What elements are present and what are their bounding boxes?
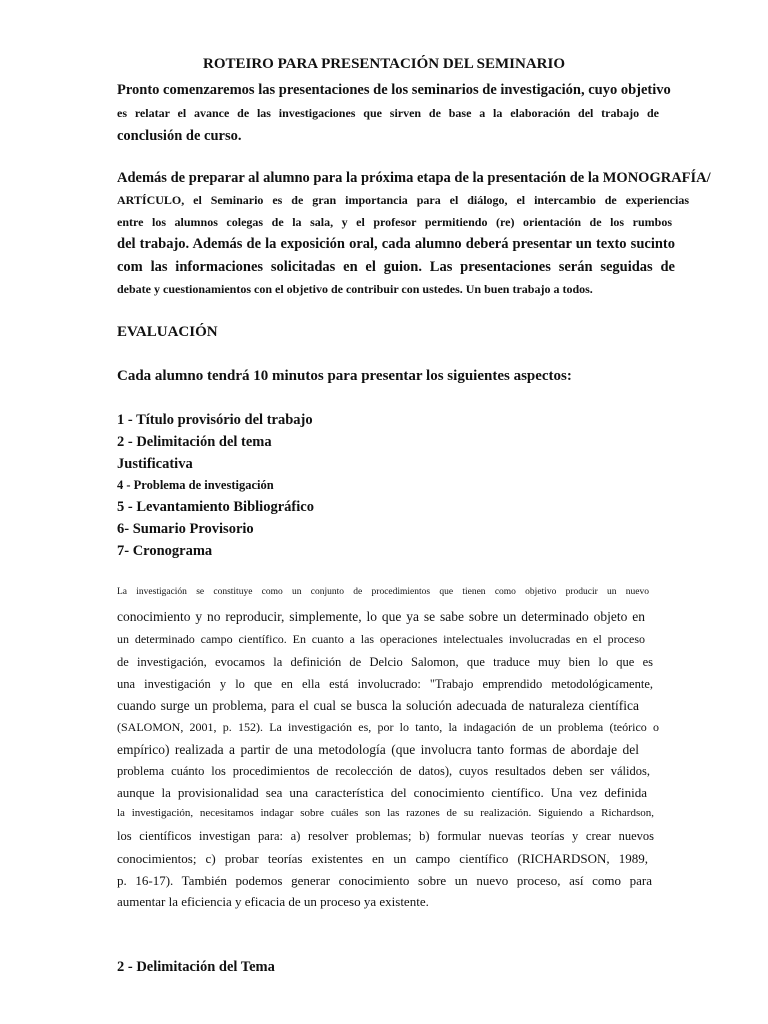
aspect-item-3: Justificativa: [117, 456, 193, 472]
section2-heading: 2 - Delimitación del Tema: [117, 959, 275, 975]
body-line-6: cuando surge un problema, para el cual se busca la solución adecuada de naturaleza científica: [117, 698, 639, 713]
paragraph2-line-2: ARTÍCULO, el Seminario es de gran importancia para el diálogo, el intercambio de experiencias: [117, 193, 689, 207]
evaluation-heading: EVALUACIÓN: [117, 324, 218, 340]
body-line-13: conocimientos; c) probar teorías existentes en un campo científico (RICHARDSON, 1989,: [117, 851, 648, 866]
body-line-9: problema cuánto los procedimientos de recolección de datos), cuyos resultados deben ser válidos,: [117, 764, 650, 778]
aspect-item-4: 4 - Problema de investigación: [117, 478, 274, 492]
aspect-item-7: 7- Cronograma: [117, 543, 213, 559]
body-line-15: aumentar la eficiencia y eficacia de un proceso ya existente.: [117, 894, 429, 909]
document-title: ROTEIRO PARA PRESENTACIÓN DEL SEMINARIO: [203, 56, 565, 72]
body-line-12: los científicos investigan para: a) resolver problemas; b) formular nuevas teorías y crear nuevos: [117, 829, 654, 843]
body-line-7: (SALOMON, 2001, p. 152). La investigación es, por lo tanto, la indagación de un problema (teórico o: [117, 720, 659, 734]
aspect-item-5: 5 - Levantamiento Bibliográfico: [117, 499, 314, 515]
paragraph2-line-4: del trabajo. Además de la exposición oral, cada alumno deberá presentar un texto sucinto: [117, 236, 675, 252]
body-line-8: empírico) realizada a partir de una metodología (que involucra tanto formas de abordaje del: [117, 742, 639, 757]
body-line-10: aunque la provisionalidad sea una característica del conocimiento científico. Una vez definida: [117, 785, 647, 800]
body-line-4: de investigación, evocamos la definición de Delcio Salomon, que traduce muy bien lo que es: [117, 655, 653, 669]
paragraph2-line-3: entre los alumnos colegas de la sala, y el profesor permitiendo (re) orientación de los rumbos: [117, 215, 672, 229]
aspect-item-2: 2 - Delimitación del tema: [117, 434, 272, 450]
paragraph2-line-1: Además de preparar al alumno para la próxima etapa de la presentación de la MONOGRAFÍA/: [117, 170, 711, 186]
paragraph2-line-5: com las informaciones solicitadas en el guion. Las presentaciones serán seguidas de: [117, 259, 675, 275]
body-line-11: la investigación, necesitamos indagar sobre cuáles son las razones de su realización. Siguiendo a Richardson,: [117, 807, 654, 819]
body-line-14: p. 16-17). También podemos generar conocimiento sobre un nuevo proceso, así como para: [117, 873, 652, 888]
intro-line-3: conclusión de curso.: [117, 128, 242, 144]
aspect-item-6: 6- Sumario Provisorio: [117, 521, 254, 537]
body-line-5: una investigación y lo que en ella está involucrado: "Trabajo emprendido metodológicamente,: [117, 677, 653, 691]
body-line-1: La investigación se constituye como un conjunto de procedimientos que tienen como objetivo producir un nuevo: [117, 587, 649, 597]
intro-line-2: es relatar el avance de las investigaciones que sirven de base a la elaboración del trabajo de: [117, 106, 659, 120]
aspect-item-1: 1 - Título provisório del trabajo: [117, 412, 313, 428]
intro-line-1: Pronto comenzaremos las presentaciones de los seminarios de investigación, cuyo objetivo: [117, 82, 671, 98]
evaluation-intro: Cada alumno tendrá 10 minutos para presentar los siguientes aspectos:: [117, 368, 572, 384]
body-line-3: un determinado campo científico. En cuanto a las operaciones intelectuales involucradas en el proceso: [117, 632, 645, 646]
paragraph2-line-6: debate y cuestionamientos con el objetivo de contribuir con ustedes. Un buen trabajo a todos.: [117, 282, 593, 296]
body-line-2: conocimiento y no reproducir, simplemente, lo que ya se sabe sobre un determinado objeto en: [117, 609, 645, 624]
